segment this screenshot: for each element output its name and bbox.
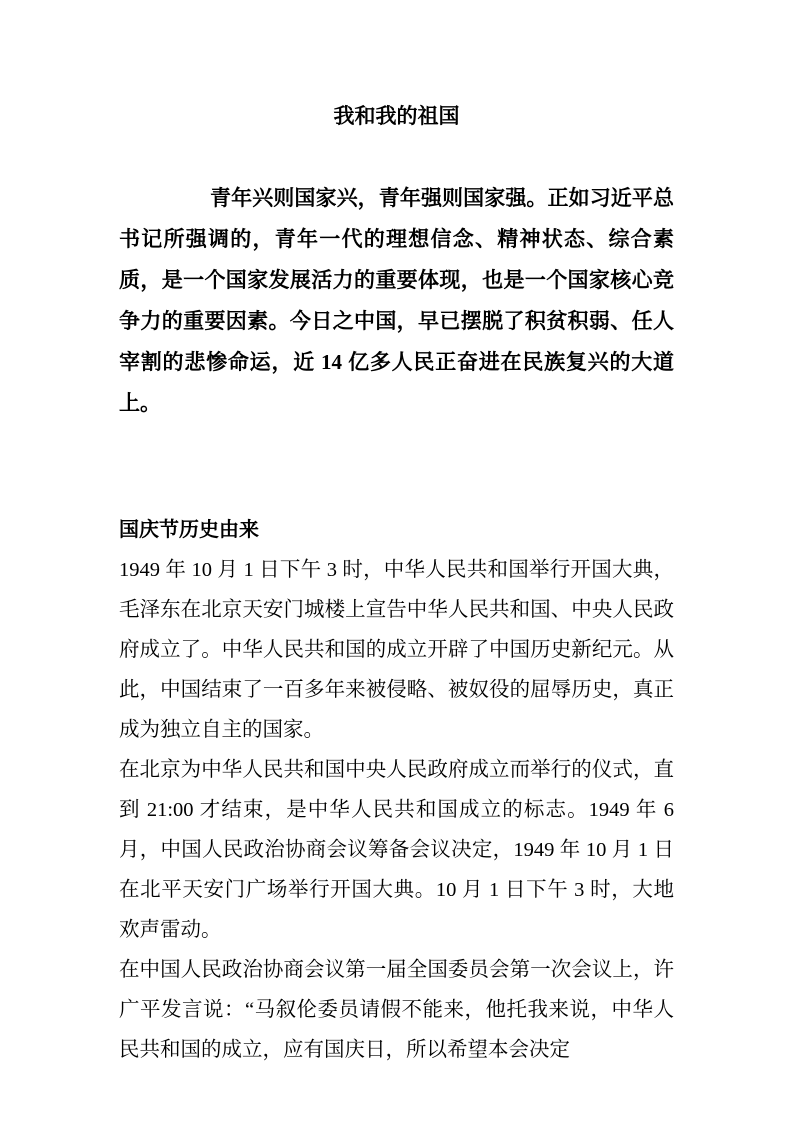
intro-paragraph: 青年兴则国家兴，青年强则国家强。正如习近平总书记所强调的，青年一代的理想信念、精神状态、综合素质，是一个国家发展活力的重要体现，也是一个国家核心竞争力的重要因素。今日之中国，早已摆脱了积贫积弱、任人宰割的悲惨命运，近 14 亿多人民正奋进在民族复兴的大道上。 (119, 186, 674, 415)
body-paragraph-3: 在中国人民政治协商会议第一届全国委员会第一次会议上，许广平发言说：“马叙伦委员请假不能来，他托我来说，中华人民共和国的成立，应有国庆日，所以希望本会决定 (119, 959, 674, 1061)
body-paragraph-1: 1949 年 10 月 1 日下午 3 时，中华人民共和国举行开国大典，毛泽东在北京天安门城楼上宣告中华人民共和国、中央人民政府成立了。中华人民共和国的成立开辟了中国历史新纪元。从此，中国结束了一百多年来被侵略、被奴役的屈辱历史，真正成为独立自主的国家。 (119, 559, 674, 741)
document-title: 我和我的祖国 (333, 104, 460, 128)
body-paragraph-2: 在北京为中华人民共和国中央人民政府成立而举行的仪式，直到 21:00 才结束，是中华人民共和国成立的标志。1949 年 6 月，中国人民政治协商会议筹备会议决定，1949 年 10 月 1 日在北平天安门广场举行开国大典。10 月 1 日下午 3 时，大地欢声雷动。 (119, 759, 674, 941)
section-heading: 国庆节历史由来 (119, 519, 259, 541)
